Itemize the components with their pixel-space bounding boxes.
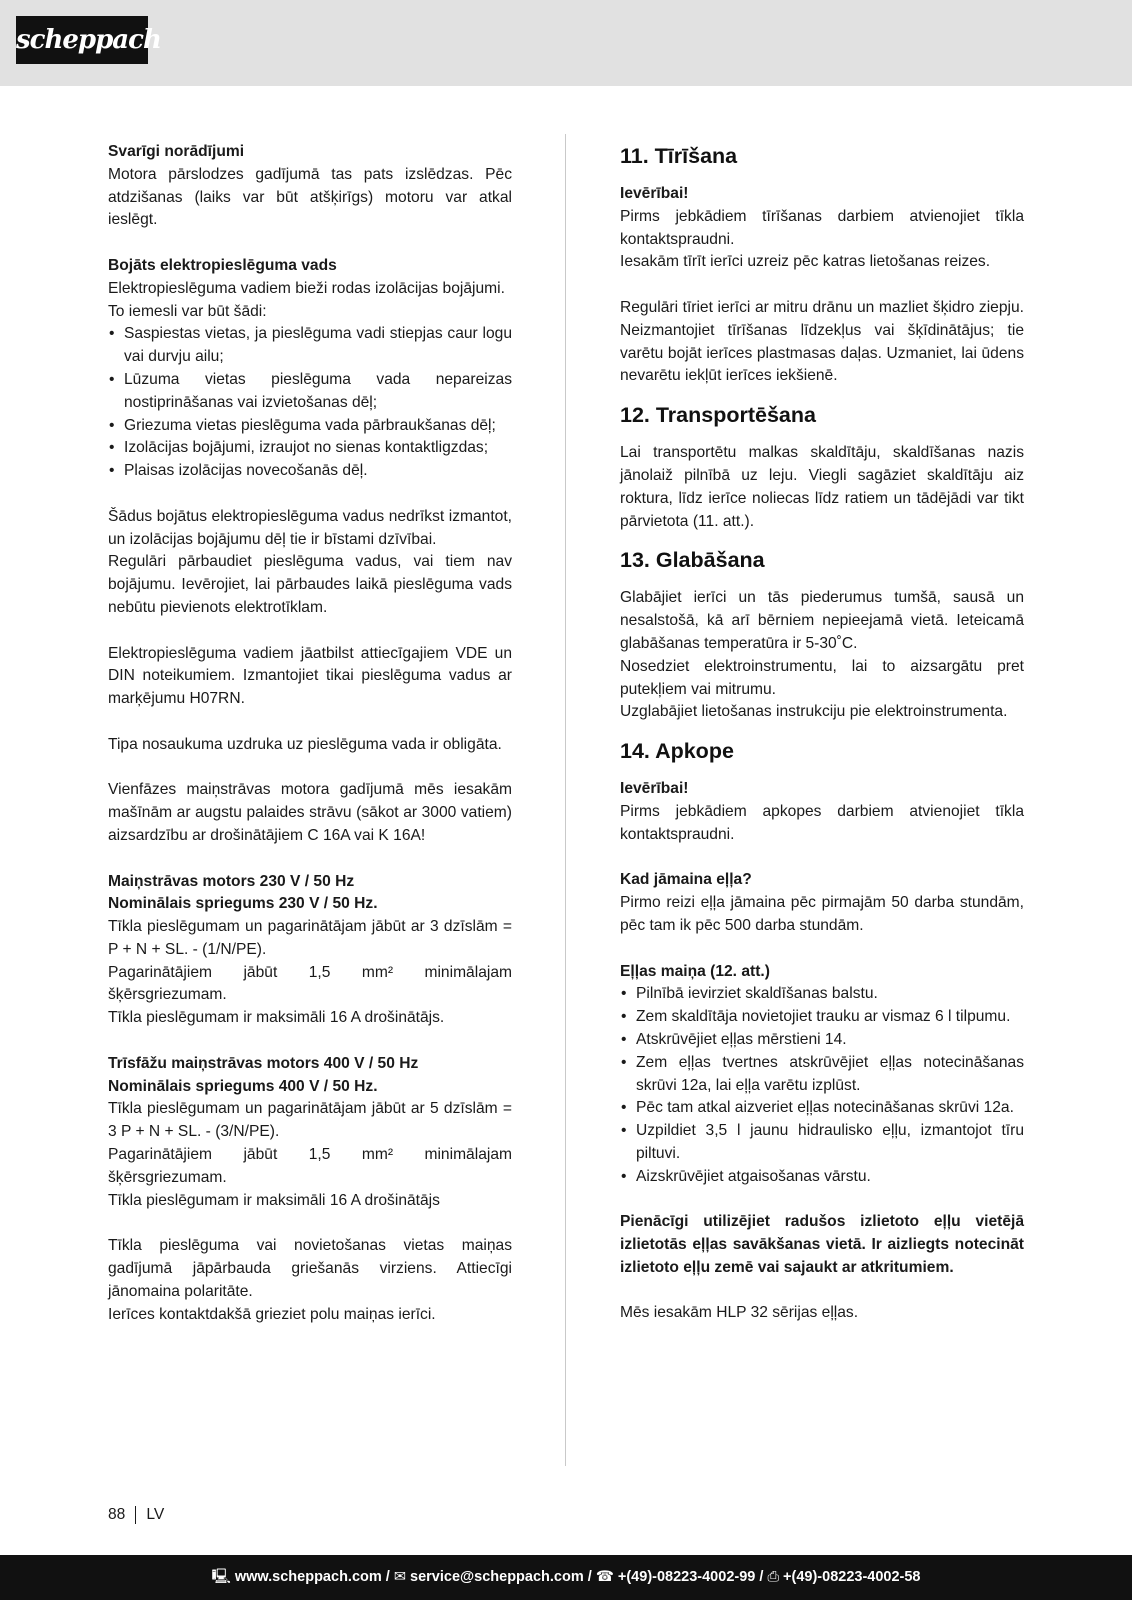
section-title-storage: 13. Glabāšana (620, 548, 765, 573)
section-title-transport: 12. Transportēšana (620, 403, 816, 428)
paragraph: Pirms jebkādiem apkopes darbiem atvienojiet tīkla kontaktspraudni. (620, 802, 1024, 843)
paragraph: Tīkla pieslēgumam un pagarinātājam jābūt ar 5 dzīslām = 3 P + N + SL. - (3/N/PE). (108, 1100, 512, 1141)
section-title-maintenance: 14. Apkope (620, 739, 734, 764)
notice-label: Ievērībai! (620, 780, 689, 798)
phone-number: +(49)-08223-4002-99 / (617, 1569, 764, 1585)
page-number: 88 (108, 1506, 126, 1523)
heading-ac-motor: Maiņstrāvas motors 230 V / 50 Hz (108, 872, 355, 890)
heading-nominal-voltage-230: Nominālais spriegums 230 V / 50 Hz. (108, 895, 378, 913)
list-item: • Atskrūvējiet eļļas mērstieni 14. (620, 1029, 1024, 1052)
column-divider (565, 134, 566, 1466)
computer-icon: 🖳 (211, 1569, 231, 1585)
cable-damage-list (108, 323, 512, 483)
paragraph: Pagarinātājiem jābūt 1,5 mm² minimālajam šķērsgriezumam. (108, 963, 512, 1004)
paragraph: To iemesli var būt šādi: (108, 302, 267, 320)
page-header (0, 0, 1132, 86)
notice-label: Ievērībai! (620, 185, 689, 202)
list-item: • Zem skaldītāja novietojiet trauku ar vismaz 6 l tilpumu. (620, 1006, 1024, 1029)
paragraph: Elektropieslēguma vadiem jāatbilst attiecīgajiem VDE un DIN noteikumiem. Izmantojiet tikai pieslēguma vadus ar marķējumu H07RN. (108, 644, 512, 708)
paragraph: Iesakām tīrīt ierīci uzreiz pēc katras lietošanas reizes. (620, 253, 991, 271)
heading-oil-change-when: Kad jāmaina eļļa? (620, 871, 752, 889)
list-item: • Lūzuma vietas pieslēguma vada nepareizas nostiprināšanas vai izvietošanas dēļ; (108, 369, 512, 415)
list-item: • Plaisas izolācijas novecošanās dēļ. (108, 460, 512, 483)
paragraph: Vienfāzes maiņstrāvas motora gadījumā mēs iesakām mašīnām ar augstu palaides strāvu (sākot ar 3000 vatiem) aizsardzību ar drošinātājiem C 16A vai K 16A! (108, 781, 512, 844)
paragraph: Regulāri tīriet ierīci ar mitru drānu un mazliet šķidro ziepju. Neizmantojiet tīrīšanas līdzekļus vai šķīdinātājus; tie varētu bojāt ierīces plastmasas daļas. Uzmaniet, lai ūdens nevarētu iekļūt ierīces iekšienē. (620, 298, 1024, 385)
website-link[interactable]: www.scheppach.com / (234, 1569, 390, 1585)
heading-three-phase-motor: Trīsfāžu maiņstrāvas motors 400 V / 50 Hz (108, 1054, 419, 1072)
heading-damaged-cable: Bojāts elektropieslēguma vads (108, 256, 337, 274)
right-column (620, 141, 1024, 1325)
paragraph: Tīkla pieslēgumam ir maksimāli 16 A drošinātājs. (108, 1009, 445, 1027)
heading-oil-change: Eļļas maiņa (12. att.) (620, 962, 770, 980)
disposal-warning: Pienācīgi utilizējiet radušos izlietoto eļļu vietējā izlietotās eļļas savākšanas vietā. Ir aizliegts notecināt izlietoto eļļu zemē vai sajaukt ar atkritumiem. (620, 1213, 1024, 1276)
heading-important-notes: Svarīgi norādījumi (108, 143, 245, 160)
paragraph: Tīkla pieslēguma vai novietošanas vietas maiņas gadījumā jāpārbauda griešanās virziens. Attiecīgi jānomaina polaritāte. (108, 1237, 512, 1300)
contact-footer (0, 1555, 1132, 1600)
paragraph: Pagarinātājiem jābūt 1,5 mm² minimālajam šķērsgriezumam. (108, 1146, 512, 1186)
list-item: • Saspiestas vietas, ja pieslēguma vadi stiepjas caur logu vai durvju ailu; (108, 323, 512, 369)
fax-number: +(49)-08223-4002-58 (783, 1569, 921, 1585)
email-icon: ✉ (393, 1569, 407, 1585)
paragraph: Tīkla pieslēgumam un pagarinātājam jābūt ar 3 dzīslām = P + N + SL. - (1/N/PE). (108, 918, 512, 958)
paragraph: Nosedziet elektroinstrumentu, lai to aizsargātu pret putekļiem vai mitrumu. (620, 657, 1024, 698)
paragraph: Regulāri pārbaudiet pieslēguma vadus, vai tiem nav bojājumu. Ievērojiet, lai pārbaudes laikā pieslēguma vads nebūtu pievienots elektrotīklam. (108, 553, 512, 616)
separator (135, 1506, 136, 1524)
left-column (108, 141, 512, 1326)
paragraph: Uzglabājiet lietošanas instrukciju pie elektroinstrumenta. (620, 703, 1008, 721)
list-item: • Zem eļļas tvertnes atskrūvējiet eļļas notecināšanas skrūvi 12a, lai eļļa varētu izplūst. (620, 1052, 1024, 1098)
paragraph: Elektropieslēguma vadiem bieži rodas izolācijas bojājumi. (108, 279, 505, 297)
fax-icon: ⎙ (767, 1569, 780, 1585)
brand-logo: scheppach (16, 16, 148, 64)
list-item: • Pēc tam atkal aizveriet eļļas notecināšanas skrūvi 12a. (620, 1097, 1024, 1120)
list-item: • Izolācijas bojājumi, izraujot no sienas kontaktligzdas; (108, 437, 512, 460)
paragraph: Mēs iesakām HLP 32 sērijas eļļas. (620, 1304, 859, 1322)
paragraph: Tīkla pieslēgumam ir maksimāli 16 A drošinātājs (108, 1191, 440, 1209)
page-footer-number (108, 1506, 164, 1524)
list-item: • Griezuma vietas pieslēguma vada pārbraukšanas dēļ; (108, 415, 512, 438)
list-item: • Uzpildiet 3,5 l jaunu hidraulisko eļļu, izmantojot tīru piltuvi. (620, 1120, 1024, 1166)
list-item: • Pilnībā ievirziet skaldīšanas balstu. (620, 983, 1024, 1006)
email-link[interactable]: service@scheppach.com / (410, 1569, 592, 1585)
phone-icon: ☎ (595, 1569, 614, 1585)
paragraph: Ierīces kontaktdakšā grieziet polu maiņas ierīci. (108, 1305, 436, 1323)
paragraph: Lai transportētu malkas skaldītāju, skaldīšanas nazis jānolaiž pilnībā uz leju. Viegli sagāziet skaldītāju aiz roktura, līdz ierīce noliecas līdz ratiem un tādējādi var tikt pārvietota (11. att.). (620, 444, 1024, 530)
paragraph: Tipa nosaukuma uzdruka uz pieslēguma vada ir obligāta. (108, 735, 502, 753)
oil-change-steps (620, 983, 1024, 1188)
paragraph: Motora pārslodzes gadījumā tas pats izslēdzas. Pēc atdzišanas (laiks var būt atšķirīgs) motoru var atkal ieslēgt. (108, 165, 512, 229)
heading-nominal-voltage-400: Nominālais spriegums 400 V / 50 Hz. (108, 1077, 378, 1095)
section-title-cleaning: 11. Tīrīšana (620, 144, 738, 168)
paragraph: Šādus bojātus elektropieslēguma vadus nedrīkst izmantot, un izolācijas bojājumu dēļ tie ir bīstami dzīvībai. (108, 507, 512, 548)
list-item: • Aizskrūvējiet atgaisošanas vārstu. (620, 1166, 1024, 1189)
paragraph: Glabājiet ierīci un tās piederumus tumšā, sausā un nesalstošā, kā arī bērniem nepieejamā vietā. Ieteicamā glabāšanas temperatūra ir 5-30˚C. (620, 589, 1024, 652)
paragraph: Pirms jebkādiem tīrīšanas darbiem atvienojiet tīkla kontaktspraudni. (620, 207, 1024, 248)
language-code: LV (146, 1506, 165, 1523)
paragraph: Pirmo reizi eļļa jāmaina pēc pirmajām 50 darba stundām, pēc tam ik pēc 500 darba stundām. (620, 894, 1024, 934)
